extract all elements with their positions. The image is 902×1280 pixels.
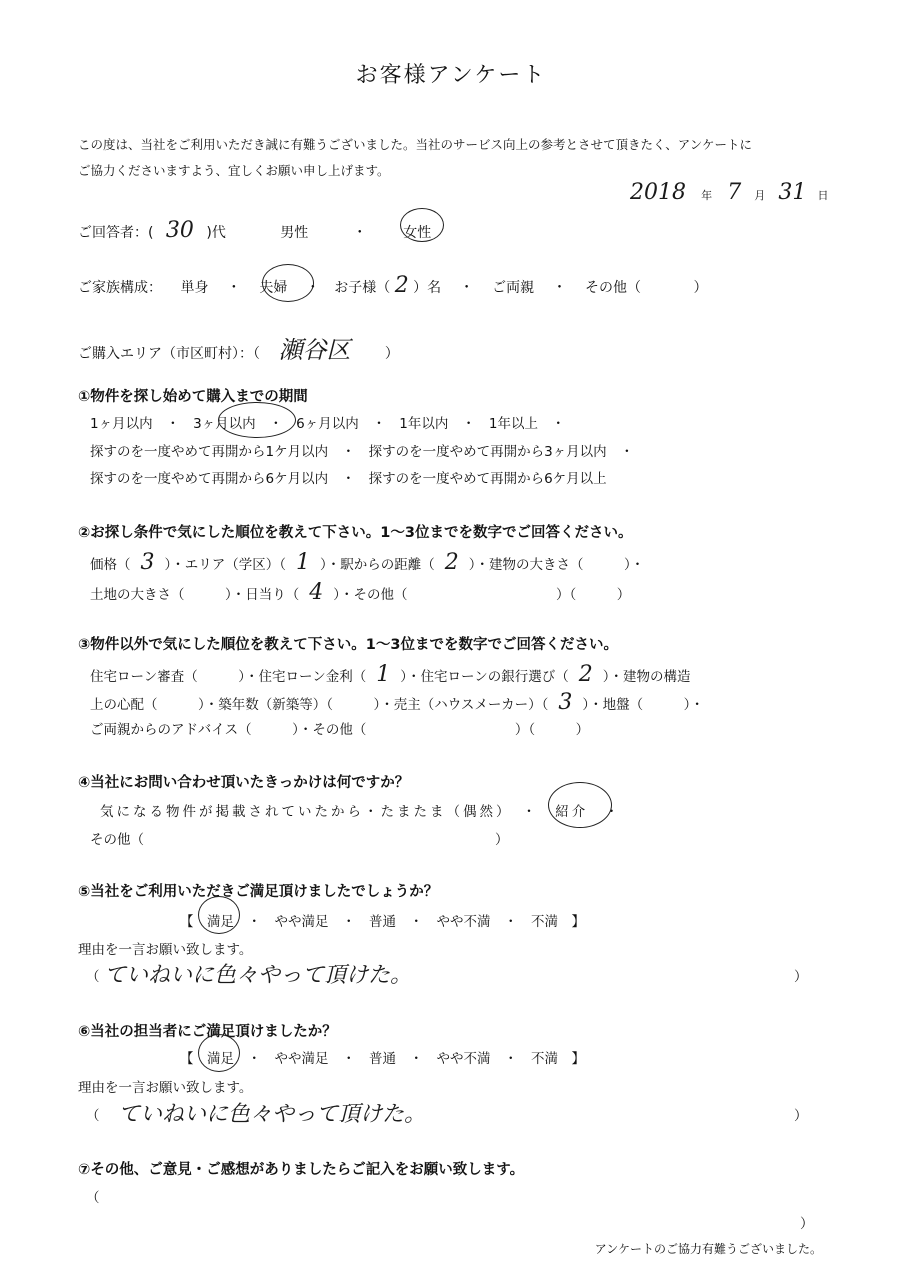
q6-reason-label: 理由を一言お願い致します。 [78, 1080, 253, 1096]
family-dot-3: ・ [459, 280, 474, 296]
q2-price-value: 3 [140, 550, 155, 575]
date-day: 31 [778, 180, 807, 205]
q5-reason-label: 理由を一言お願い致します。 [78, 942, 253, 958]
option-single: 単身 [180, 280, 209, 296]
female-circle-mark [400, 208, 444, 242]
q7-heading: ⑦その他、ご意見・ご感想がありましたらご記入をお願い致します。 [78, 1162, 525, 1178]
date-year-unit: 年 [701, 189, 713, 202]
intro-line-1: この度は、当社をご利用いただき誠に有難うございました。当社のサービス向上の参考とさせて頂きたく、アンケートに [78, 137, 753, 152]
respondent-age-suffix: )代 [206, 225, 226, 241]
q4-line-1: 気になる物件が掲載されていたから・たまたま（偶然） ・ 紹介 ・ [100, 804, 622, 820]
q1-line-3: 探すのを一度やめて再開から6ケ月以内 ・ 探すのを一度やめて再開から6ケ月以上 [90, 471, 607, 487]
area-close: ） [384, 346, 399, 362]
option-parents: ご両親 [492, 280, 535, 296]
q2-price-label: 価格（ [90, 557, 131, 573]
q5-heading: ⑤当社をご利用いただきご満足頂けましたでしょうか？ [78, 884, 439, 900]
q1-heading: ①物件を探し始めて購入までの期間 [78, 389, 308, 405]
children-suffix: ）名 [413, 280, 442, 296]
q3-heading: ③物件以外で気にした順位を教えて下さい。1〜3位までを数字でご回答ください。 [78, 637, 618, 653]
q3-line-3: ご両親からのアドバイス（ ）・その他（ ）（ ） [90, 722, 590, 738]
q6-circle-mark [198, 1034, 240, 1072]
option-other: その他（ [584, 280, 641, 296]
q3-l1a: 住宅ローン審査（ ）・住宅ローン金利（ [90, 669, 367, 685]
respondent-label: ご回答者：( [78, 225, 154, 241]
q3-line-2 [90, 690, 704, 715]
q6-reason: ていねいに色々やって頂けた。 [118, 1102, 427, 1127]
date-year: 2018 [630, 180, 686, 205]
option-couple: 夫婦 [259, 280, 288, 296]
q5-close-paren: ） [794, 969, 808, 985]
q2-line-1 [90, 550, 644, 575]
q3-line-1 [90, 662, 690, 687]
q3-l1c: ）・建物の構造 [602, 669, 691, 685]
q5-open-paren: （ [86, 969, 100, 985]
q2-line-2 [90, 580, 630, 605]
q4-circle-mark [548, 782, 612, 828]
q2-station-value: 2 [444, 550, 459, 575]
family-dot-2: ・ [305, 280, 320, 296]
q3-rate-value: 1 [376, 662, 391, 687]
q7-close-paren: ） [800, 1216, 814, 1232]
q6-open-paren: （ [86, 1108, 100, 1124]
date-month: 7 [727, 180, 742, 205]
children-prefix: お子様（ [334, 280, 391, 296]
q2-other-label: ）・その他（ ）（ ） [333, 587, 631, 603]
option-male: 男性 [280, 225, 309, 241]
couple-circle-mark [262, 264, 314, 302]
q5-reason: ていねいに色々やって頂けた。 [104, 963, 413, 988]
option-female: 女性 [403, 225, 432, 241]
q1-line-2: 探すのを一度やめて再開から1ケ月以内 ・ 探すのを一度やめて再開から3ヶ月以内 ・ [90, 444, 634, 460]
q1-line-1: 1ヶ月以内 ・ 3ヶ月以内 ・ 6ヶ月以内 ・ 1年以内 ・ 1年以上 ・ [90, 416, 565, 432]
family-label: ご家族構成： [78, 280, 162, 296]
intro-line-2: ご協力くださいますよう、宜しくお願い申し上げます。 [78, 163, 390, 178]
q2-heading: ②お探し条件で気にした順位を教えて下さい。1〜3位までを数字でご回答ください。 [78, 525, 633, 541]
footer-thanks: アンケートのご協力有難うございました。 [594, 1242, 822, 1256]
gender-dot: ・ [352, 225, 367, 241]
children-count: 2 [394, 273, 409, 298]
q3-l2b: ）・地盤（ ）・ [582, 697, 704, 713]
survey-title: お客様アンケート [355, 63, 547, 88]
date-field [630, 180, 828, 205]
area-value: 瀬谷区 [278, 336, 351, 364]
q4-line-2: その他（ ） [90, 832, 509, 848]
q3-l1b: ）・住宅ローンの銀行選び（ [400, 669, 569, 685]
q3-l2a: 上の心配（ ）・築年数（新築等）（ ）・売主（ハウスメーカー）（ [90, 697, 549, 713]
q5-circle-mark [198, 896, 240, 934]
q2-building-label: ）・建物の大きさ（ ）・ [468, 557, 645, 573]
q2-area-label: ）・エリア（学区）（ [164, 557, 286, 573]
family-dot-1: ・ [226, 280, 241, 296]
q6-close-paren: ） [794, 1108, 808, 1124]
q2-sun-value: 4 [309, 580, 324, 605]
q1-circle-mark [218, 402, 296, 438]
date-day-unit: 日 [817, 189, 829, 202]
q6-options: 【 満足 ・ やや満足 ・ 普通 ・ やや不満 ・ 不満 】 [180, 1051, 585, 1067]
respondent-row [78, 218, 431, 243]
q2-land-label: 土地の大きさ（ ）・日当り（ [90, 587, 300, 603]
family-row [78, 273, 707, 298]
q3-seller-value: 3 [558, 690, 573, 715]
q2-station-label: ）・駅からの距離（ [320, 557, 435, 573]
area-label: ご購入エリア（市区町村）：（ [78, 346, 260, 362]
q6-heading: ⑥当社の担当者にご満足頂けましたか？ [78, 1024, 337, 1040]
q4-heading: ④当社にお問い合わせ頂いたきっかけは何ですか？ [78, 775, 410, 791]
q2-area-value: 1 [296, 550, 310, 575]
respondent-age: 30 [165, 218, 194, 243]
option-other-close: ） [693, 280, 708, 296]
q5-options: 【 満足 ・ やや満足 ・ 普通 ・ やや不満 ・ 不満 】 [180, 914, 585, 930]
area-row [78, 330, 399, 365]
q3-bank-value: 2 [578, 662, 593, 687]
date-month-unit: 月 [754, 189, 766, 202]
family-dot-4: ・ [552, 280, 567, 296]
q7-open-paren: （ [86, 1190, 100, 1206]
